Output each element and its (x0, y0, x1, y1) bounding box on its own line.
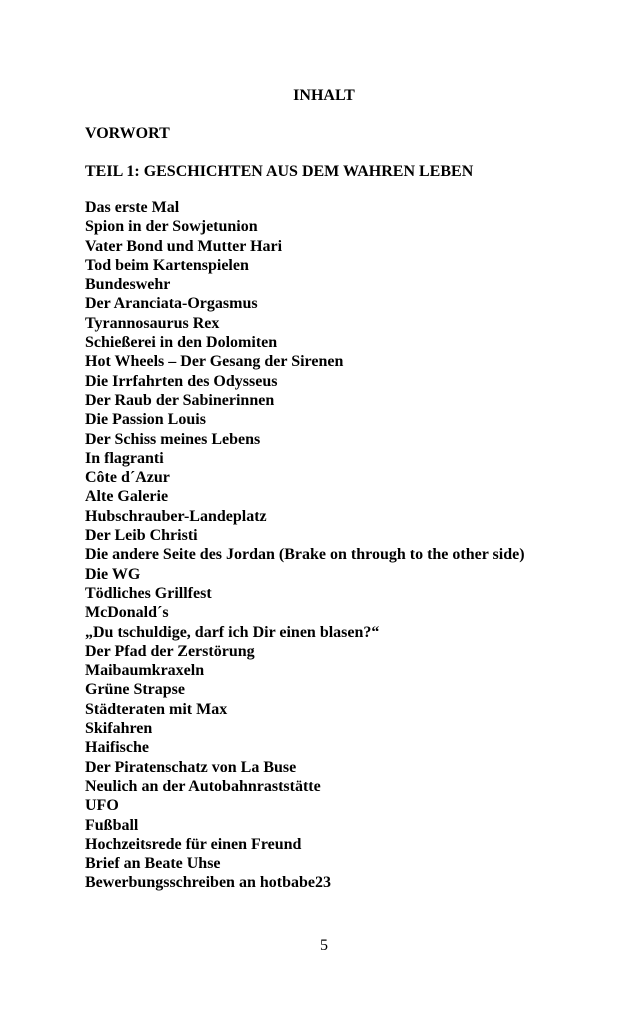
toc-entry: Grüne Strapse (85, 681, 185, 699)
toc-entry: Tödliches Grillfest (85, 584, 212, 602)
toc-entry: Die Passion Louis (85, 411, 206, 429)
toc-entry: Der Pfad der Zerstörung (85, 642, 255, 660)
toc-entry: Skifahren (85, 720, 153, 738)
toc-entry: Das erste Mal (85, 199, 180, 216)
toc-entry: Die WG (85, 565, 141, 583)
part-heading: TEIL 1: GESCHICHTEN AUS DEM WAHREN LEBEN (85, 163, 474, 180)
toc-entry: Bewerbungsschreiben an hotbabe23 (85, 874, 331, 892)
toc-entry: Haifische (85, 739, 149, 757)
toc-entry: Hot Wheels – Der Gesang der Sirenen (85, 353, 344, 371)
toc-entry: Der Leib Christi (85, 527, 198, 545)
toc-entry: UFO (85, 797, 119, 815)
toc-entry: Maibaumkraxeln (85, 662, 205, 680)
toc-entry: Städteraten mit Max (85, 700, 228, 718)
toc-entry: In flagranti (85, 449, 164, 467)
toc-entry: Der Schiss meines Lebens (85, 430, 261, 448)
toc-entry: Spion in der Sowjetunion (85, 218, 258, 236)
toc-entry: Die andere Seite des Jordan (Brake on through to the other side) (85, 546, 525, 564)
toc-list (85, 198, 525, 893)
toc-entry: Bundeswehr (85, 276, 171, 294)
toc-entry: Vater Bond und Mutter Hari (85, 237, 283, 255)
toc-entry: Alte Galerie (85, 488, 169, 506)
toc-entry: McDonald´s (85, 604, 169, 622)
toc-entry: Hochzeitsrede für einen Freund (85, 835, 302, 853)
page-number: 5 (320, 937, 328, 954)
toc-entry: Der Raub der Sabinerinnen (85, 391, 275, 409)
preface-heading: VORWORT (85, 125, 170, 142)
toc-entry: Der Aranciata-Orgasmus (85, 295, 258, 313)
toc-entry: Brief an Beate Uhse (85, 855, 221, 873)
page-title: INHALT (293, 87, 355, 104)
toc-entry: Der Piratenschatz von La Buse (85, 758, 297, 776)
toc-entry: Tod beim Kartenspielen (85, 256, 249, 274)
toc-entry: „Du tschuldige, darf ich Dir einen blasen?“ (85, 623, 380, 641)
toc-entry: Hubschrauber-Landeplatz (85, 507, 267, 525)
toc-entry: Schießerei in den Dolomiten (85, 334, 278, 352)
toc-entry: Tyrannosaurus Rex (85, 314, 220, 332)
toc-entry: Die Irrfahrten des Odysseus (85, 372, 278, 390)
toc-entry: Neulich an der Autobahnraststätte (85, 777, 321, 795)
toc-entry: Côte d´Azur (85, 469, 170, 487)
toc-entry: Fußball (85, 816, 139, 834)
